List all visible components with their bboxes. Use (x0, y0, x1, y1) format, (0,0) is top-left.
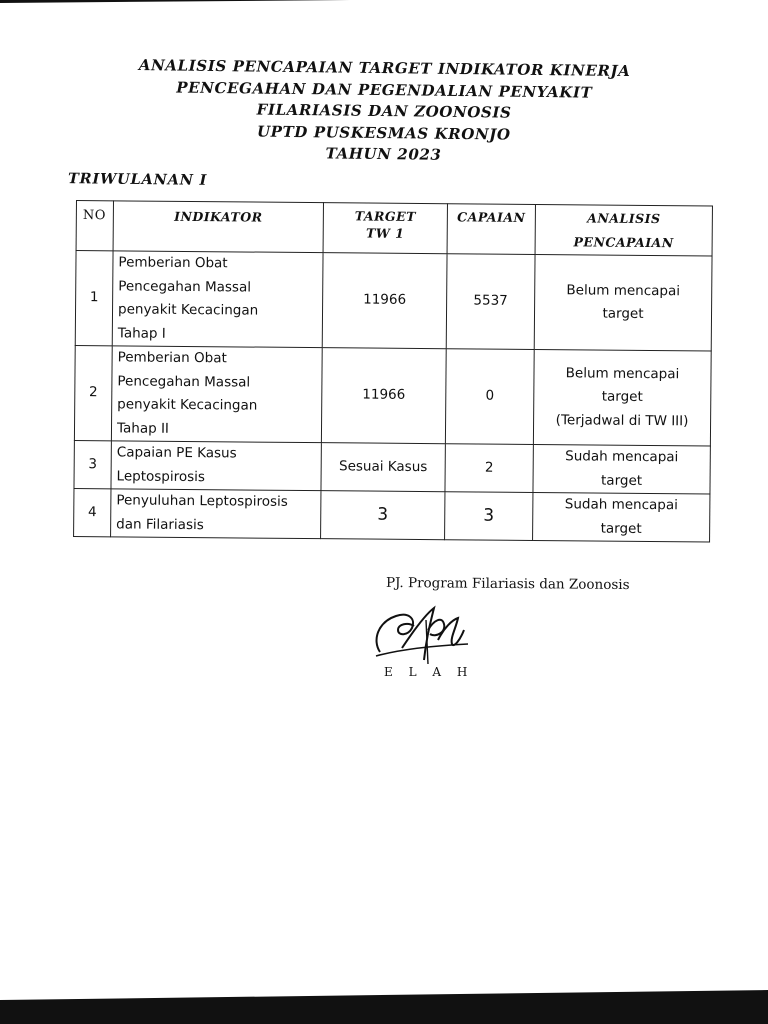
indikator-line: penyakit Kecacingan (117, 396, 258, 414)
section-heading: TRIWULANAN I (67, 170, 208, 189)
row-number: 4 (74, 488, 111, 536)
indikator-line: Leptospirosis (116, 467, 206, 485)
indikator-line: Penyuluhan Leptospirosis (116, 492, 288, 510)
table-row (74, 488, 710, 542)
table-header-row (76, 201, 712, 257)
header-analisis (535, 205, 712, 257)
document-title-block (0, 53, 768, 170)
indikator-line: Pemberian Obat (118, 254, 228, 272)
analisis-line: Sudah mencapai (564, 496, 678, 514)
analisis-cell (533, 445, 710, 495)
analisis-line: Belum mencapai (566, 281, 681, 299)
title-line-1: ANALISIS PENCAPAIAN TARGET INDIKATOR KINERJA (138, 56, 631, 81)
analisis-cell (534, 255, 712, 352)
analisis-cell (533, 492, 710, 542)
row-number: 3 (74, 440, 111, 488)
header-no: NO (76, 201, 113, 251)
indikator-cell (111, 346, 322, 443)
table-row (74, 440, 710, 494)
indikator-cell (112, 251, 323, 348)
analisis-line: Sudah mencapai (565, 448, 679, 466)
capaian-cell: 3 (445, 492, 533, 541)
analisis-line: target (600, 472, 643, 489)
header-target-line2: TW 1 (365, 225, 405, 241)
title-line-5: TAHUN 2023 (325, 144, 442, 164)
header-analisis-line1: ANALISIS (587, 210, 661, 227)
row-number: 2 (74, 345, 112, 440)
target-cell: 3 (321, 491, 445, 540)
analisis-cell (533, 350, 711, 447)
header-target-line1: TARGET (354, 208, 417, 224)
title-line-4: UPTD PUSKESMAS KRONJO (256, 121, 511, 144)
target-cell: Sesuai Kasus (321, 443, 445, 492)
analisis-line: target (601, 388, 643, 406)
indikator-line: Pemberian Obat (117, 349, 227, 367)
scan-edge-top (0, 0, 768, 8)
analisis-line: (Terjadwal di TW III) (555, 411, 689, 430)
indikator-cell (111, 441, 321, 491)
title-line-2: PENCEGAHAN DAN PEGENDALIAN PENYAKIT (176, 78, 593, 102)
capaian-cell: 2 (445, 444, 533, 493)
indikator-line: Pencegahan Massal (118, 277, 252, 296)
header-capaian: CAPAIAN (447, 204, 535, 255)
title-line-3: FILARIASIS DAN ZOONOSIS (256, 100, 512, 122)
indikator-line: Capaian PE Kasus (116, 444, 237, 462)
row-number: 1 (75, 251, 113, 346)
indikator-line: Tahap II (116, 419, 170, 437)
indicator-table-wrap (73, 200, 713, 543)
indikator-line: Pencegahan Massal (117, 372, 251, 391)
signatory-position: PJ. Program Filariasis dan Zoonosis (385, 574, 630, 594)
table-row (75, 251, 712, 352)
header-analisis-line2: PENCAPAIAN (573, 234, 674, 251)
table-row (74, 345, 711, 446)
indikator-line: dan Filariasis (116, 515, 204, 533)
capaian-cell: 0 (445, 349, 534, 445)
handwritten-signature (368, 600, 478, 670)
header-target (323, 203, 447, 254)
indikator-line: Tahap I (117, 324, 166, 342)
capaian-cell: 5537 (446, 254, 535, 350)
analisis-line: Belum mencapai (565, 365, 680, 383)
analisis-line: target (602, 305, 644, 322)
indicator-table (73, 200, 713, 543)
header-indikator: INDIKATOR (113, 201, 323, 253)
analisis-line: target (600, 520, 642, 537)
target-cell: 11966 (321, 348, 446, 444)
signatory-name: E L A H (384, 665, 474, 679)
indikator-line: penyakit Kecacingan (117, 301, 259, 319)
indikator-cell (111, 489, 321, 539)
target-cell: 11966 (322, 253, 447, 349)
scan-edge-bottom (0, 990, 768, 1024)
